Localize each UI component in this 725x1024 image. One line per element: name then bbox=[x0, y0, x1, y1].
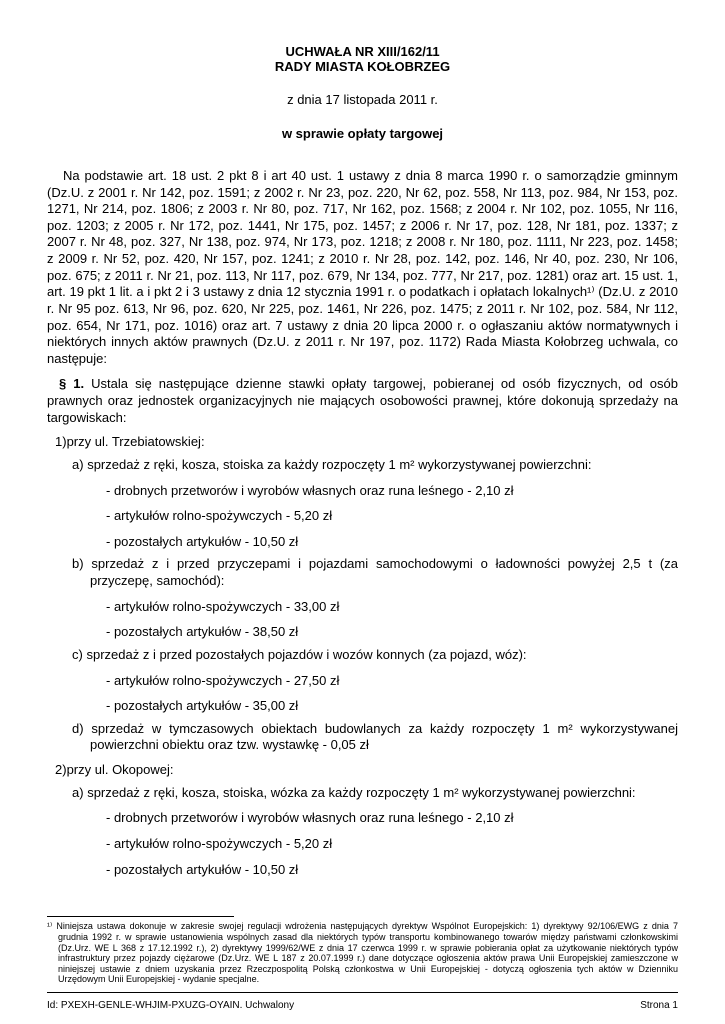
sub-item: - pozostałych artykułów - 35,00 zł bbox=[106, 698, 299, 714]
title-line-2: RADY MIASTA KOŁOBRZEG bbox=[274, 59, 451, 75]
section-1-text: Ustala się następujące dzienne stawki opłaty targowej, pobieranej od osób fizycznych, od osób prawnych oraz jednostek organizacyjnych nie mających osobowości prawnej, które dokonują sprzedaży na targowiskach: bbox=[47, 376, 678, 425]
list-item bbox=[72, 456, 678, 474]
sub-item: - artykułów rolno-spożywczych - 33,00 zł bbox=[106, 598, 340, 614]
point-1-number: 1) bbox=[55, 434, 67, 450]
document-content bbox=[47, 44, 678, 906]
point-2-title-text: przy ul. Okopowej: bbox=[66, 762, 174, 778]
doc-subject: w sprawie opłaty targowej bbox=[281, 126, 444, 142]
sub-item: - pozostałych artykułów - 10,50 zł bbox=[106, 533, 299, 549]
point-1-title-text: przy ul. Trzebiatowskiej: bbox=[66, 434, 205, 450]
footnote-text: Niniejsza ustawa dokonuje w zakresie swojej regulacji wdrożenia następujących dyrektyw Wspólnot Europejskich: 1) dyrektywy 92/106/EWG z dnia 7 grudnia 1992 r. w sprawie ustanowienia wspólnych zasad dla niektórych typów transportu kombinowanego towarów między państwami członkowskimi (Dz.Urz. WE L 368 z 17.12.1992 r.), 2) dyrektywy 1999/62/WE z dnia 17 czerwca 1999 r. w sprawie pobierania opłat za użytkowanie niektórych typów infrastruktury przez pojazdy ciężarowe (Dz.Urz. WE L 187 z 20.07.1999 r.) dane dotyczące ogłoszenia aktów prawa Unii Europejskiej zamieszczone w niniejszej ustawie z dniem uzyskania przez Rzeczpospolitą Polską członkostwa w Unii Europejskiej - dotyczą ogłoszenia tych aktów w Dzienniku Urzędowym Unii Europejskiej - wydanie specjalne. bbox=[56, 921, 678, 985]
doc-date: z dnia 17 listopada 2011 r. bbox=[287, 91, 438, 107]
item-letter: b) bbox=[72, 556, 84, 572]
item-letter: a) bbox=[72, 456, 84, 472]
document-id: Id: PXEXH-GENLE-WHJIM-PXUZG-OYAIN. Uchwalony bbox=[47, 1000, 295, 1011]
page-footer bbox=[47, 992, 678, 1012]
sub-item: - drobnych przetworów i wyrobów własnych oraz runa leśnego - 2,10 zł bbox=[106, 810, 514, 826]
title-line-1: UCHWAŁA NR XIII/162/11 bbox=[285, 44, 440, 59]
list-item bbox=[72, 556, 678, 589]
preamble-paragraph: Na podstawie art. 18 ust. 2 pkt 8 i art 40 ust. 1 ustawy z dnia 8 marca 1990 r. o samorządzie gminnym (Dz.U. z 2001 r. Nr 142, poz. 1591; z 2002 r. Nr 23, poz. 220, Nr 62, poz. 558, Nr 113, poz. 984, Nr 153, poz. 1271, Nr 214, poz. 1806; z 2003 r. Nr 80, poz. 717, Nr 162, poz. 1568; z 2004 r. Nr 102, poz. 1055, Nr 116, poz. 1203; z 2005 r. Nr 172, poz. 1441, Nr 175, poz. 1457; z 2006 r. Nr 17, poz. 128, Nr 181, poz. 1337; z 2007 r. Nr 48, poz. 327, Nr 138, poz. 974, Nr 173, poz. 1218; z 2008 r. Nr 180, poz. 1111, Nr 223, poz. 1458; z 2009 r. Nr 52, poz. 420, Nr 157, poz. 1241; z 2010 r. Nr 28, poz. 142, poz. 146, Nr 40, poz. 230, Nr 106, poz. 675; z 2011 r. Nr 21, poz. 113, Nr 117, poz. 679, Nr 134, poz. 777, Nr 217, poz. 1281) oraz art. 15 ust. 1, art. 19 pkt 1 lit. a i pkt 2 i 3 ustawy z dnia 12 stycznia 1991 r. o podatkach i opłatach lokalnych¹⁾ (Dz.U. z 2010 r. Nr 95 poz. 613, Nr 96, poz. 620, Nr 225, poz. 1461, Nr 226, poz. 1475; z 2011 r. Nr 102, poz. 584, Nr 112, poz. 654, Nr 171, poz. 1016) oraz art. 7 ustawy z dnia 20 lipca 2000 r. o ogłaszaniu aktów normatywnych i niektórych innych aktów prawnych (Dz.U. z 2011 r. Nr 197, poz. 1172) Rada Miasta Kołobrzeg uchwala, co następuje: bbox=[47, 167, 678, 366]
list-item bbox=[72, 784, 678, 802]
footnote-divider bbox=[47, 916, 234, 917]
item-text: sprzedaż z ręki, kosza, stoiska za każdy rozpoczęty 1 m² wykorzystywanej powierzchni: bbox=[87, 456, 592, 472]
item-letter: a) bbox=[72, 784, 84, 800]
item-text: sprzedaż w tymczasowych obiektach budowlanych za każdy rozpoczęty 1 m² wykorzystywanej powierzchni obiektu oraz tzw. wystawkę - 0,05 zł bbox=[90, 720, 678, 753]
sub-item: - pozostałych artykułów - 10,50 zł bbox=[106, 861, 299, 877]
item-text: sprzedaż z ręki, kosza, stoiska, wózka za każdy rozpoczęty 1 m² wykorzystywanej powierzchni: bbox=[87, 784, 636, 800]
sub-item: - artykułów rolno-spożywczych - 27,50 zł bbox=[106, 672, 340, 688]
page-title bbox=[47, 44, 678, 75]
point-2-number: 2) bbox=[55, 762, 67, 778]
footnote bbox=[47, 921, 678, 985]
footnote-marker: ¹⁾ bbox=[47, 921, 53, 932]
sub-item: - artykułów rolno-spożywczych - 5,20 zł bbox=[106, 835, 333, 851]
section-1-paragraph bbox=[47, 376, 678, 426]
sub-item: - artykułów rolno-spożywczych - 5,20 zł bbox=[106, 508, 333, 524]
page-number: Strona 1 bbox=[640, 1000, 678, 1011]
sub-item: - pozostałych artykułów - 38,50 zł bbox=[106, 624, 299, 640]
sub-item: - drobnych przetworów i wyrobów własnych oraz runa leśnego - 2,10 zł bbox=[106, 482, 514, 498]
point-1 bbox=[47, 434, 678, 754]
point-2 bbox=[47, 762, 678, 878]
point-1-title bbox=[47, 434, 678, 451]
list-item bbox=[72, 646, 678, 664]
item-text: sprzedaż z i przed pozostałych pojazdów i wozów konnych (za pojazd, wóz): bbox=[86, 646, 527, 662]
point-2-title bbox=[47, 762, 678, 779]
item-text: sprzedaż z i przed przyczepami i pojazdami samochodowymi o ładowności powyżej 2,5 t (za przyczepę, samochód): bbox=[90, 556, 678, 589]
item-letter: d) bbox=[72, 720, 84, 736]
list-item bbox=[72, 720, 678, 754]
section-1-label: § 1. bbox=[59, 376, 85, 392]
item-letter: c) bbox=[72, 646, 83, 662]
footnote-block bbox=[47, 916, 678, 985]
